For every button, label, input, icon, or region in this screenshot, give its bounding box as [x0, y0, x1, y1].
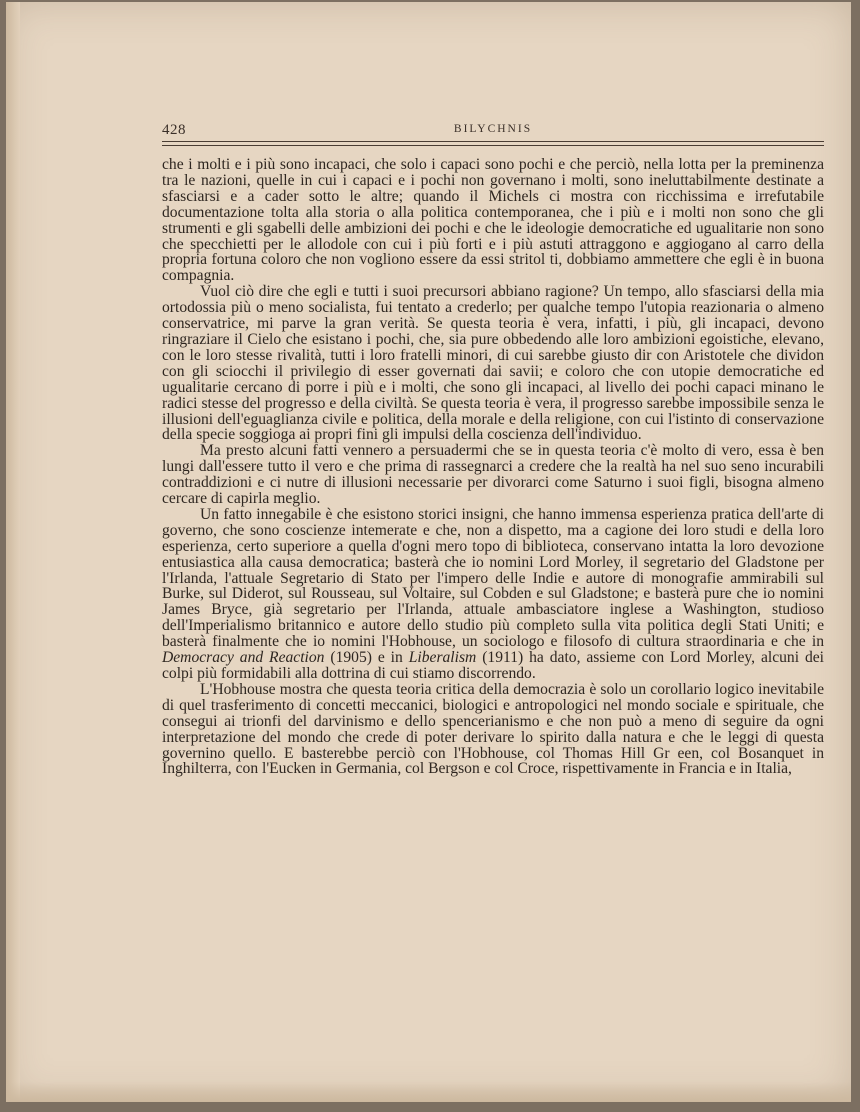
paragraph-4-tail: (1911) ha dato, assieme con Lord Morley, alcuni dei colpi più formidabili alla dottrina di cui stiamo discorrendo. — [162, 649, 824, 682]
running-title: BILYCHNIS — [453, 123, 533, 135]
paragraph-5: L'Hobhouse mostra che questa teoria critica della democrazia è solo un corollario logico inevitabile di quel trasferimento di concetti meccanici, biologici e antropologici nel mondo sociale e spirituale, che consegui ai trionfi del darvinismo e dello spencerianismo e che non può a meno di seguire da ogni interpretazione del mondo che crede di poter derivare lo spirito dalla natura e che le leggi di questa governino quello. E basterebbe perciò con l'Hobhouse, col Thomas Hill Gr een, col Bosanquet in Inghilterra, con l'Eucken in Germania, col Bergson e col Croce, rispettivamente in Francia e in Italia, — [162, 680, 824, 778]
paragraph-4-text: Un fatto innegabile è che esistono storici insigni, che hanno immensa esperienza pratica dell'arte di governo, che sono coscienze intemerate e che, non a dispetto, ma a cagione dei loro studi e della loro esperienza, certo superiore a quella d'ogni mero topo di biblioteca, conservano intatta la loro devozione entusiastica alla causa democratica; basterà che io nomini Lord Morley, il segretario del Gladstone per l'Irlanda, l'attuale Segretario di Stato per l'impero delle Indie e autore di monografie ammirabili sul Burke, sul Diderot, sul Rousseau, sul Voltaire, sul Cobden e sul Gladstone; e basterà pure che io nomini James Bryce, già segretario per l'Irlanda, attuale ambasciatore inglese a Washington, studioso dell'Imperialismo britannico e autore dello studio più completo sulla vita politica degli Stati Uniti; e basterà finalmente che io nomini l'Hobhouse, un sociologo e filosofo di cultura straordinaria e che in — [162, 505, 824, 651]
paragraph-4-mid: (1905) e in — [324, 649, 409, 667]
header-rule-bottom — [162, 145, 824, 146]
book-title-democracy-and-reaction: Democracy and Reaction — [162, 649, 325, 667]
paragraph-4 — [162, 507, 824, 682]
header-rule-top — [162, 141, 824, 142]
page-edge-shadow-left — [6, 2, 20, 1102]
body-text — [162, 157, 824, 777]
paragraph-3: Ma presto alcuni fatti vennero a persuadermi che se in questa teoria c'è molto di vero, essa è ben lungi dall'essere tutto il vero e che prima di rassegnarci a credere che la realtà ha nel suo seno incurabili contraddizioni e ci nutre di illusioni necessarie per divorarci come Saturno i suoi figli, bisogna almeno cercare di capirla meglio. — [162, 442, 824, 508]
page-edge-shadow-bottom — [6, 1082, 851, 1102]
paragraph-1: che i molti e i più sono incapaci, che solo i capaci sono pochi e che perciò, nella lotta per la preminenza tra le nazioni, quelle in cui i capaci e i pochi non governano i molti, sono ineluttabilmente destinate a sfasciarsi e a cader sotto le altre; quando il Michels ci mostra con ricchissima e irrefutabile documentazione tolta alla storia o alla politica contemporanea, che i più e i molti non sono che gli strumenti e gli sgabelli delle ambizioni dei pochi e che le ideologie democratiche ed ugualitarie non sono che specchietti per le allodole con cui i più forti e i più astuti attraggono e aggiogano al carro della propria fortuna coloro che non vogliono essere da essi stritol ti, dobbiamo ammettere che egli è in buona compagnia. — [162, 156, 824, 285]
paragraph-2: Vuol ciò dire che egli e tutti i suoi precursori abbiano ragione? Un tempo, allo sfasciarsi della mia ortodossia più o meno socialista, fui tentato a crederlo; per qualche tempo l'utopia reazionaria o almeno conservatrice, mi parve la gran verità. Se questa teoria è vera, infatti, i più, gli incapaci, devono ringraziare il Cielo che esistano i pochi, che, sia pure obbedendo alle loro ambizioni egoistiche, elevano, con le loro stesse rivalità, tutti i loro fratelli minori, di cui sarebbe giusto dir con Aristotele che dividon con gli sciocchi il privilegio di esser governati dai savii; e coloro che con utopie democratiche ed ugualitarie cercano di porre i più e i molti, che sono gli incapaci, al livello dei pochi capaci minano le radici stesse del progresso e della civiltà. Se questa teoria è vera, il progresso sarebbe impossibile senza le illusioni dell'eguaglianza civile e politica, della morale e della religione, con cui l'istinto di conservazione della specie soggioga ai propri fini gli impulsi della coscienza dell'individuo. — [162, 283, 824, 444]
page-header — [162, 122, 824, 142]
page-number: 428 — [162, 122, 186, 138]
book-title-liberalism: Liberalism — [408, 649, 477, 667]
